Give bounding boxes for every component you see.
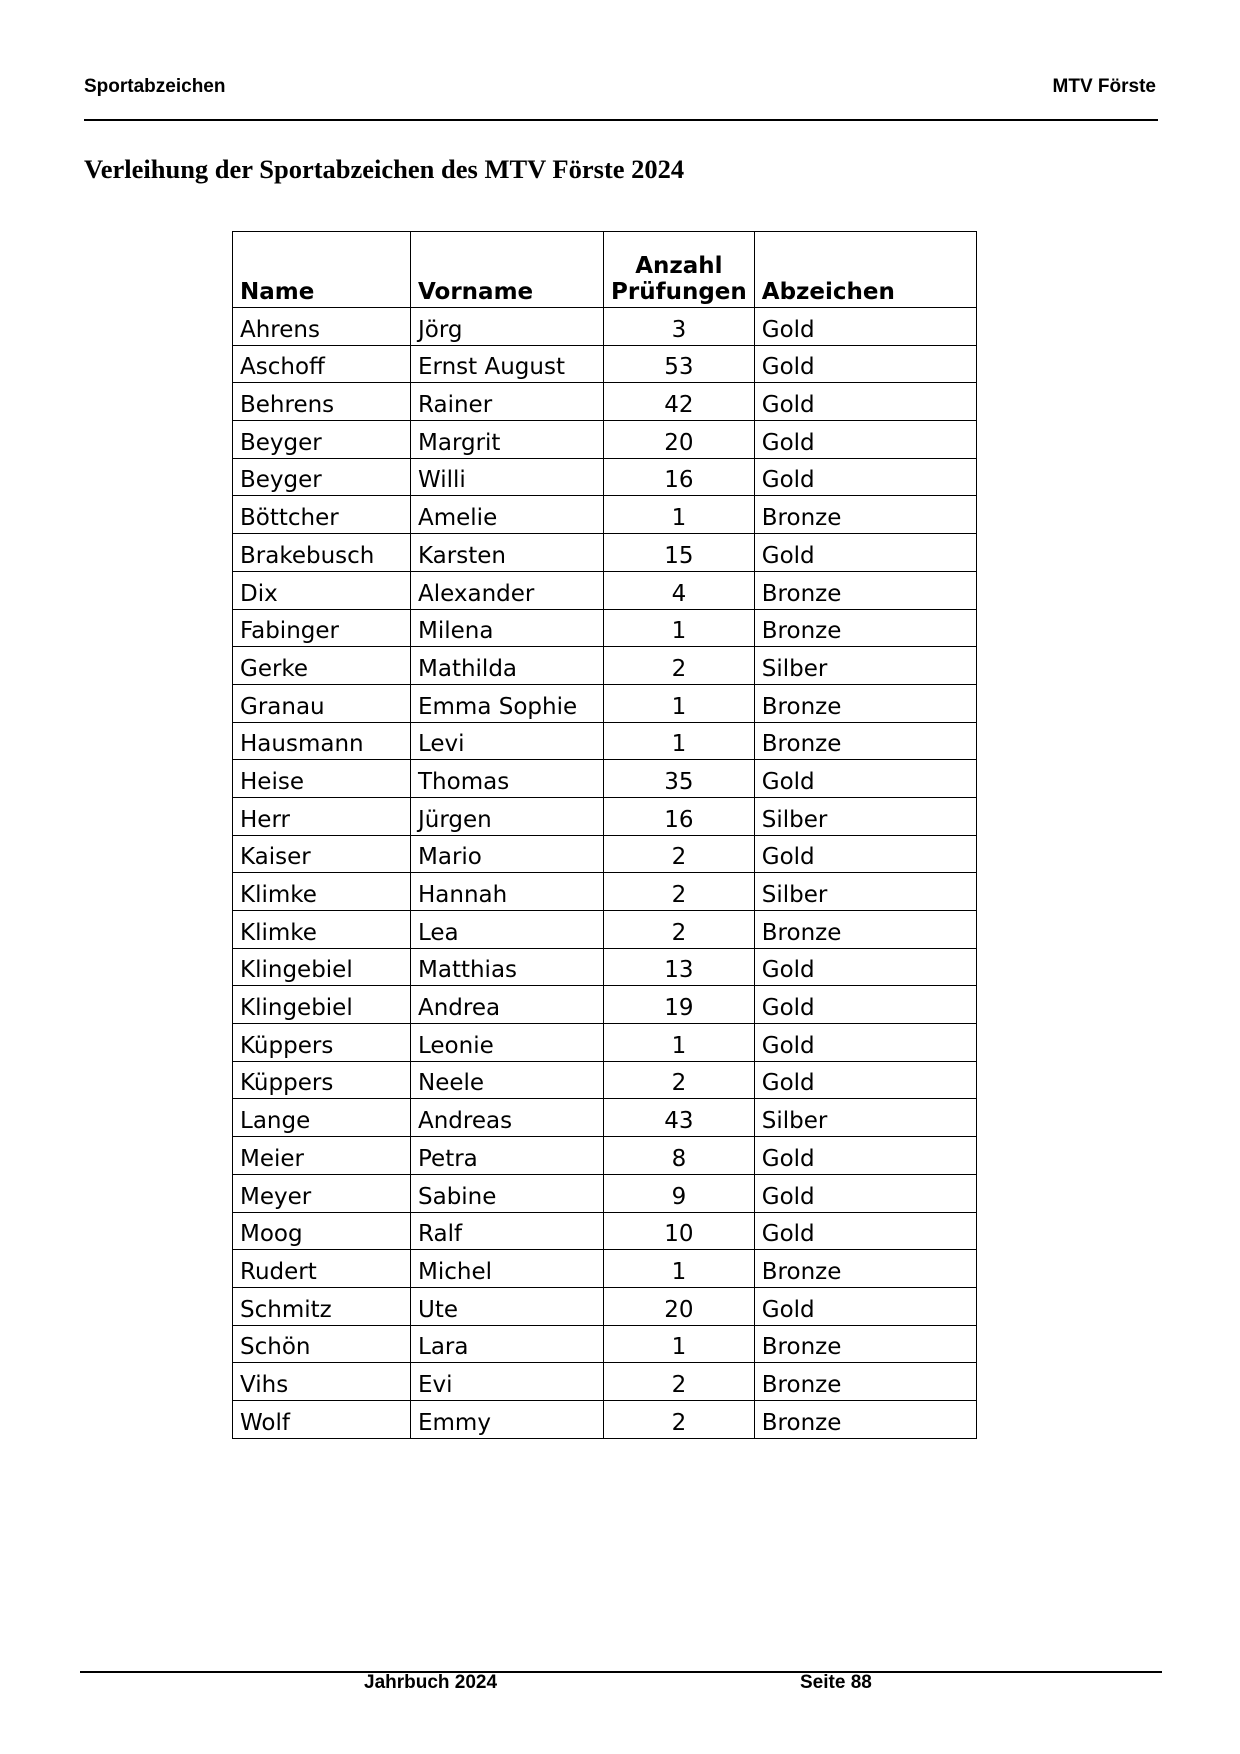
cell-anzahl: 20 — [604, 421, 755, 459]
cell-vorname: Andrea — [411, 986, 604, 1024]
cell-name: Küppers — [233, 1061, 411, 1099]
cell-vorname: Margrit — [411, 421, 604, 459]
cell-name: Klingebiel — [233, 948, 411, 986]
cell-anzahl: 2 — [604, 647, 755, 685]
cell-abzeichen: Bronze — [754, 911, 976, 949]
cell-name: Wolf — [233, 1400, 411, 1438]
cell-name: Brakebusch — [233, 534, 411, 572]
cell-vorname: Lara — [411, 1325, 604, 1363]
cell-anzahl: 1 — [604, 1024, 755, 1062]
running-header-left: Sportabzeichen — [84, 76, 226, 97]
cell-vorname: Matthias — [411, 948, 604, 986]
cell-vorname: Andreas — [411, 1099, 604, 1137]
table-row — [233, 1250, 977, 1288]
running-header-right: MTV Förste — [1052, 76, 1156, 97]
cell-anzahl: 15 — [604, 534, 755, 572]
cell-anzahl: 1 — [604, 1325, 755, 1363]
cell-vorname: Milena — [411, 609, 604, 647]
table-row — [233, 1212, 977, 1250]
cell-anzahl: 42 — [604, 383, 755, 421]
table-row — [233, 797, 977, 835]
cell-name: Meier — [233, 1137, 411, 1175]
cell-abzeichen: Bronze — [754, 1363, 976, 1401]
cell-name: Lange — [233, 1099, 411, 1137]
cell-abzeichen: Bronze — [754, 1325, 976, 1363]
table-row — [233, 496, 977, 534]
cell-name: Klimke — [233, 911, 411, 949]
table-row — [233, 948, 977, 986]
table-row — [233, 1099, 977, 1137]
table-row — [233, 383, 977, 421]
column-header-vorname: Vorname — [411, 232, 604, 308]
cell-anzahl: 1 — [604, 609, 755, 647]
table-row — [233, 1287, 977, 1325]
cell-abzeichen: Gold — [754, 308, 976, 346]
cell-name: Aschoff — [233, 345, 411, 383]
cell-anzahl: 53 — [604, 345, 755, 383]
cell-vorname: Neele — [411, 1061, 604, 1099]
footer-page-number: Seite 88 — [800, 1672, 872, 1693]
cell-vorname: Willi — [411, 458, 604, 496]
cell-vorname: Ernst August — [411, 345, 604, 383]
cell-vorname: Petra — [411, 1137, 604, 1175]
table-row — [233, 911, 977, 949]
column-header-abzeichen: Abzeichen — [754, 232, 976, 308]
cell-abzeichen: Silber — [754, 647, 976, 685]
cell-anzahl: 1 — [604, 722, 755, 760]
cell-abzeichen: Bronze — [754, 496, 976, 534]
cell-name: Vihs — [233, 1363, 411, 1401]
cell-anzahl: 1 — [604, 684, 755, 722]
column-header-anzahl-line2: Prüfungen — [611, 279, 747, 305]
cell-vorname: Karsten — [411, 534, 604, 572]
cell-abzeichen: Silber — [754, 873, 976, 911]
cell-name: Küppers — [233, 1024, 411, 1062]
cell-anzahl: 2 — [604, 835, 755, 873]
cell-name: Schmitz — [233, 1287, 411, 1325]
cell-name: Meyer — [233, 1174, 411, 1212]
cell-vorname: Rainer — [411, 383, 604, 421]
cell-vorname: Lea — [411, 911, 604, 949]
cell-abzeichen: Bronze — [754, 609, 976, 647]
cell-vorname: Emmy — [411, 1400, 604, 1438]
cell-anzahl: 2 — [604, 873, 755, 911]
cell-abzeichen: Bronze — [754, 684, 976, 722]
table-row — [233, 684, 977, 722]
table-row — [233, 873, 977, 911]
cell-abzeichen: Gold — [754, 1287, 976, 1325]
cell-vorname: Mathilda — [411, 647, 604, 685]
cell-vorname: Ralf — [411, 1212, 604, 1250]
cell-name: Ahrens — [233, 308, 411, 346]
cell-name: Fabinger — [233, 609, 411, 647]
cell-name: Klimke — [233, 873, 411, 911]
cell-vorname: Emma Sophie — [411, 684, 604, 722]
cell-abzeichen: Bronze — [754, 1250, 976, 1288]
cell-name: Klingebiel — [233, 986, 411, 1024]
table-row — [233, 647, 977, 685]
page-title: Verleihung der Sportabzeichen des MTV Förste 2024 — [84, 154, 685, 184]
cell-anzahl: 43 — [604, 1099, 755, 1137]
cell-anzahl: 16 — [604, 458, 755, 496]
cell-vorname: Amelie — [411, 496, 604, 534]
cell-anzahl: 2 — [604, 911, 755, 949]
cell-anzahl: 1 — [604, 1250, 755, 1288]
cell-anzahl: 8 — [604, 1137, 755, 1175]
cell-anzahl: 9 — [604, 1174, 755, 1212]
table-row — [233, 1400, 977, 1438]
cell-abzeichen: Bronze — [754, 722, 976, 760]
cell-abzeichen: Bronze — [754, 571, 976, 609]
cell-name: Hausmann — [233, 722, 411, 760]
cell-anzahl: 1 — [604, 496, 755, 534]
cell-anzahl: 3 — [604, 308, 755, 346]
cell-name: Beyger — [233, 421, 411, 459]
cell-anzahl: 16 — [604, 797, 755, 835]
table-row — [233, 986, 977, 1024]
cell-abzeichen: Silber — [754, 797, 976, 835]
cell-abzeichen: Gold — [754, 1061, 976, 1099]
table-row — [233, 1174, 977, 1212]
cell-name: Kaiser — [233, 835, 411, 873]
cell-anzahl: 20 — [604, 1287, 755, 1325]
table-row — [233, 571, 977, 609]
table-row — [233, 534, 977, 572]
cell-abzeichen: Gold — [754, 760, 976, 798]
cell-abzeichen: Bronze — [754, 1400, 976, 1438]
cell-anzahl: 4 — [604, 571, 755, 609]
cell-vorname: Michel — [411, 1250, 604, 1288]
cell-vorname: Evi — [411, 1363, 604, 1401]
cell-name: Rudert — [233, 1250, 411, 1288]
table-row — [233, 421, 977, 459]
cell-anzahl: 2 — [604, 1400, 755, 1438]
table-row — [233, 609, 977, 647]
cell-abzeichen: Gold — [754, 458, 976, 496]
column-header-anzahl — [604, 232, 755, 308]
cell-name: Behrens — [233, 383, 411, 421]
cell-vorname: Ute — [411, 1287, 604, 1325]
table-row — [233, 835, 977, 873]
header-divider — [84, 119, 1158, 121]
cell-anzahl: 35 — [604, 760, 755, 798]
column-header-name: Name — [233, 232, 411, 308]
cell-vorname: Jürgen — [411, 797, 604, 835]
cell-anzahl: 2 — [604, 1363, 755, 1401]
cell-name: Dix — [233, 571, 411, 609]
footer-divider — [80, 1671, 1162, 1673]
cell-abzeichen: Gold — [754, 1024, 976, 1062]
cell-anzahl: 10 — [604, 1212, 755, 1250]
cell-vorname: Hannah — [411, 873, 604, 911]
cell-name: Moog — [233, 1212, 411, 1250]
table-row — [233, 1137, 977, 1175]
cell-name: Granau — [233, 684, 411, 722]
cell-anzahl: 2 — [604, 1061, 755, 1099]
cell-name: Gerke — [233, 647, 411, 685]
table-row — [233, 345, 977, 383]
cell-abzeichen: Gold — [754, 421, 976, 459]
cell-vorname: Levi — [411, 722, 604, 760]
table-row — [233, 1061, 977, 1099]
cell-abzeichen: Gold — [754, 1174, 976, 1212]
cell-name: Böttcher — [233, 496, 411, 534]
cell-abzeichen: Gold — [754, 835, 976, 873]
cell-abzeichen: Gold — [754, 1137, 976, 1175]
table-row — [233, 1024, 977, 1062]
table-row — [233, 1363, 977, 1401]
cell-name: Herr — [233, 797, 411, 835]
table-body — [233, 308, 977, 1439]
cell-vorname: Thomas — [411, 760, 604, 798]
footer-publication: Jahrbuch 2024 — [364, 1672, 498, 1693]
table-row — [233, 722, 977, 760]
cell-anzahl: 13 — [604, 948, 755, 986]
table-row — [233, 1325, 977, 1363]
column-header-anzahl-line1: Anzahl — [635, 253, 723, 279]
awards-table — [232, 231, 977, 1439]
cell-name: Schön — [233, 1325, 411, 1363]
table-row — [233, 308, 977, 346]
table-header-row — [233, 232, 977, 308]
cell-anzahl: 19 — [604, 986, 755, 1024]
cell-abzeichen: Gold — [754, 345, 976, 383]
cell-vorname: Sabine — [411, 1174, 604, 1212]
cell-vorname: Jörg — [411, 308, 604, 346]
cell-vorname: Mario — [411, 835, 604, 873]
cell-abzeichen: Gold — [754, 948, 976, 986]
cell-abzeichen: Gold — [754, 534, 976, 572]
cell-vorname: Alexander — [411, 571, 604, 609]
cell-abzeichen: Silber — [754, 1099, 976, 1137]
cell-abzeichen: Gold — [754, 1212, 976, 1250]
cell-name: Heise — [233, 760, 411, 798]
table-row — [233, 760, 977, 798]
cell-vorname: Leonie — [411, 1024, 604, 1062]
table-row — [233, 458, 977, 496]
cell-abzeichen: Gold — [754, 986, 976, 1024]
cell-abzeichen: Gold — [754, 383, 976, 421]
cell-name: Beyger — [233, 458, 411, 496]
